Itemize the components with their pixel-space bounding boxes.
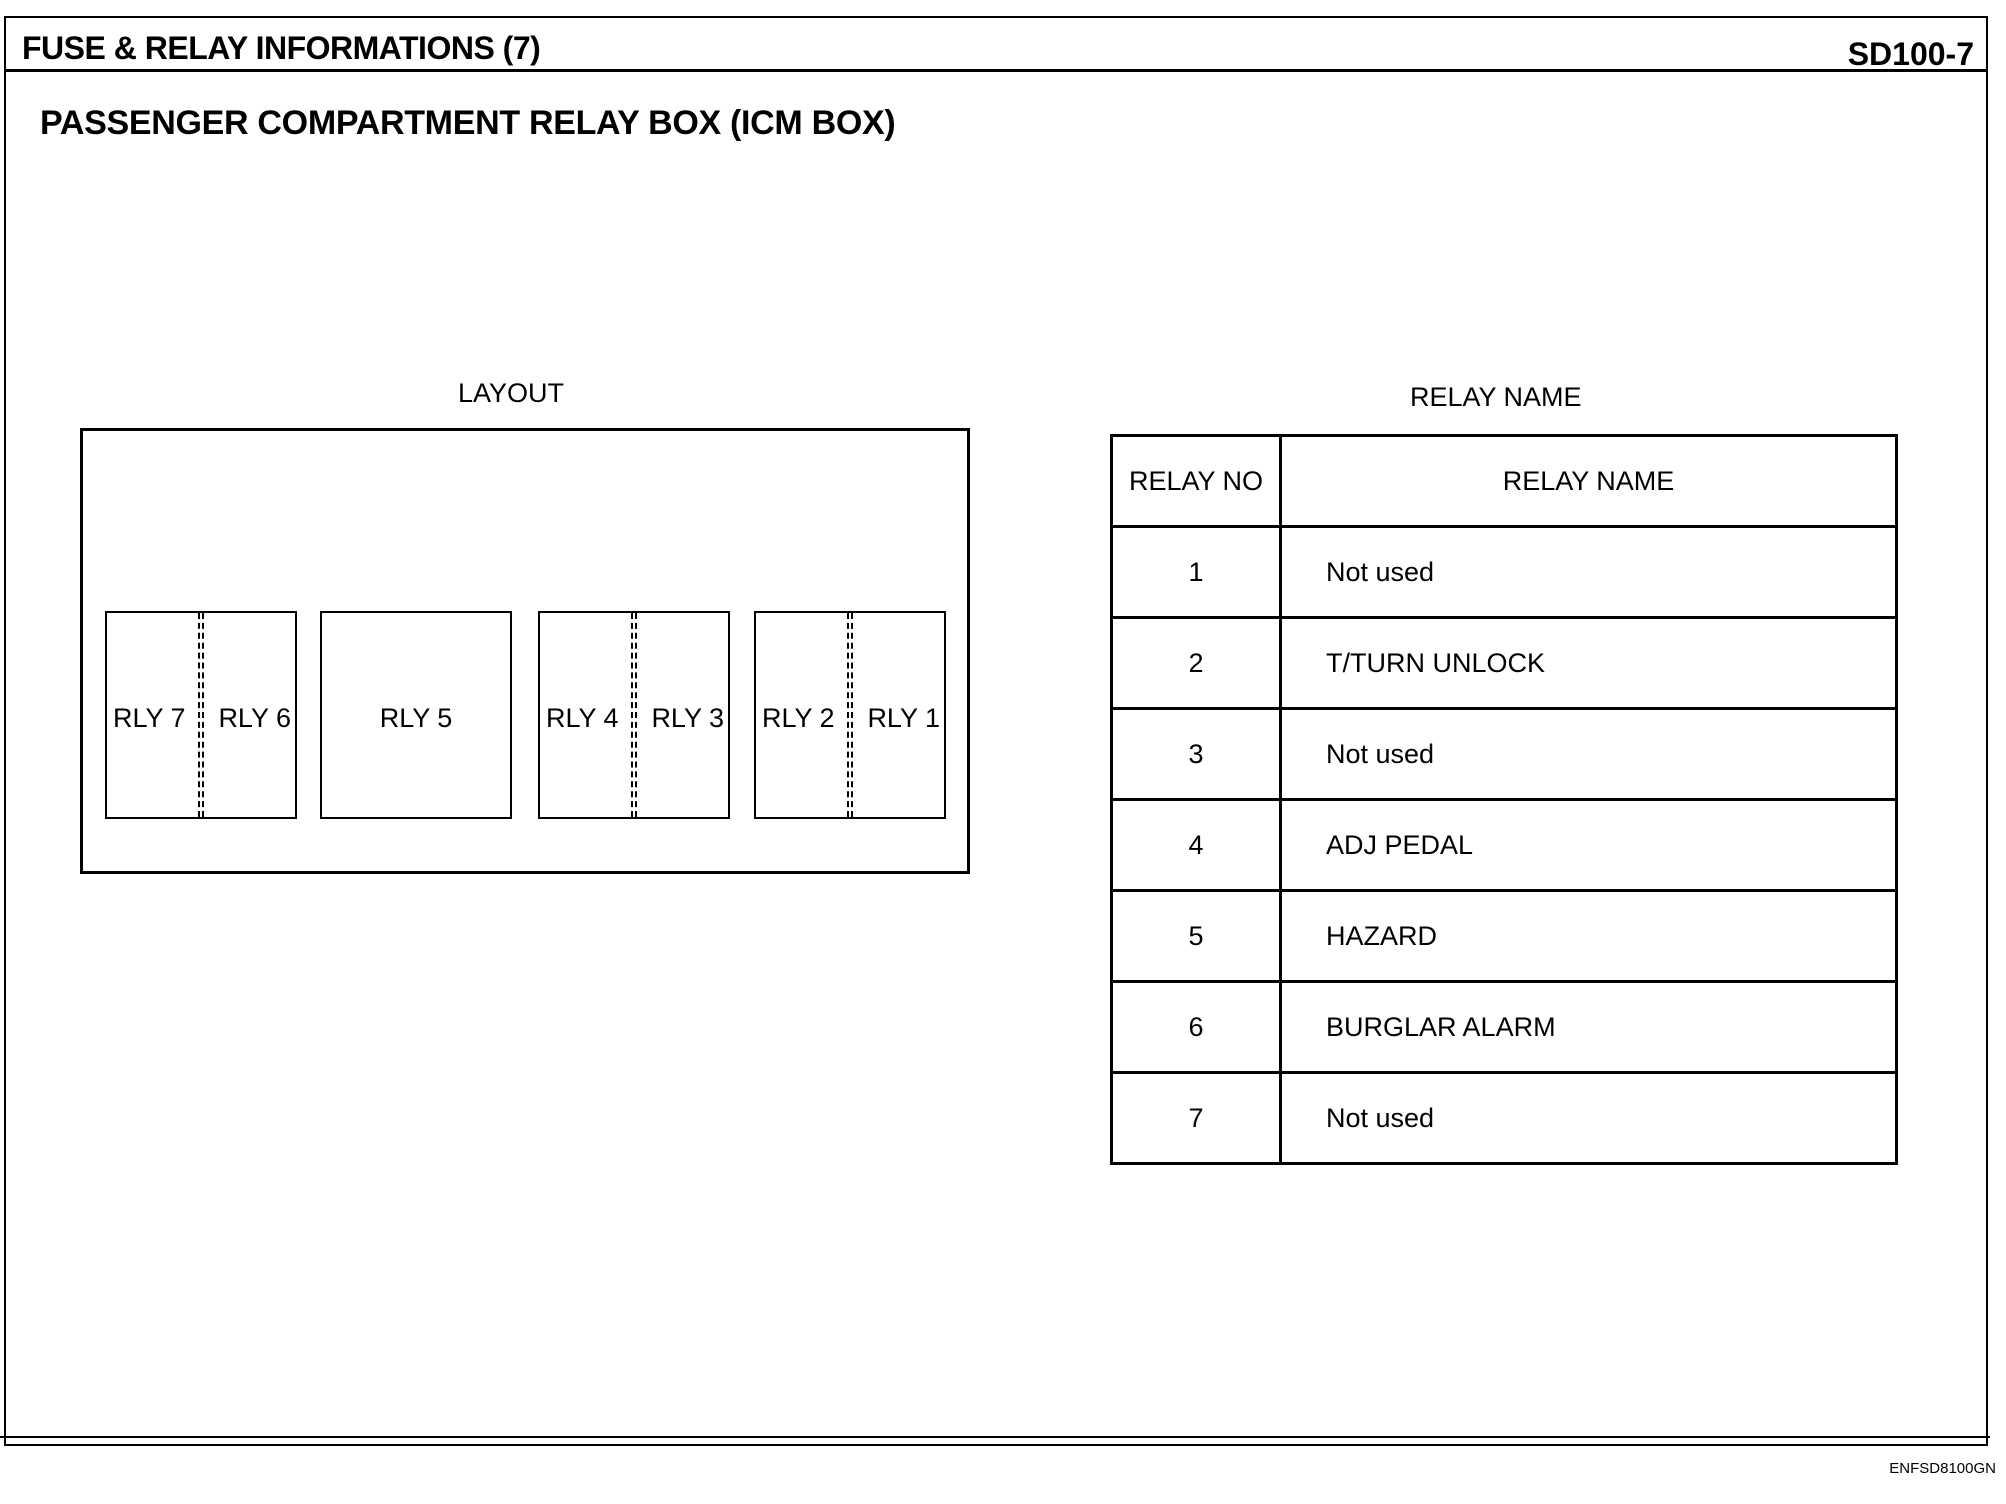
relay-label-3: RLY 3 [651, 703, 724, 733]
relay-block-4-3 [538, 611, 730, 819]
table-row [1112, 891, 1897, 982]
relay-no-cell: 5 [1112, 891, 1281, 982]
relay-box-layout [80, 428, 970, 874]
page-code: SD100-7 [1847, 36, 1974, 72]
relay-name-cell: Not used [1281, 709, 1897, 800]
table-row [1112, 709, 1897, 800]
relay-block-5 [320, 611, 512, 819]
relay-label-4: RLY 4 [546, 703, 619, 733]
relay-label-6: RLY 6 [218, 703, 291, 733]
table-row [1112, 527, 1897, 618]
table-header-row [1112, 436, 1897, 527]
layout-label: LAYOUT [458, 378, 565, 408]
page-title: FUSE & RELAY INFORMATIONS (7) [22, 30, 541, 66]
header-relay-no: RELAY NO [1112, 436, 1281, 527]
relay-no-cell: 2 [1112, 618, 1281, 709]
relay-no-cell: 7 [1112, 1073, 1281, 1164]
relay-name-cell: Not used [1281, 527, 1897, 618]
relay-block-2-1 [754, 611, 946, 819]
relay-label-2: RLY 2 [762, 703, 835, 733]
relay-no-cell: 1 [1112, 527, 1281, 618]
relay-name-table [1110, 434, 1898, 1165]
header-bar [4, 16, 1988, 72]
relay-label-5: RLY 5 [379, 703, 453, 733]
table-row [1112, 800, 1897, 891]
relay-no-cell: 6 [1112, 982, 1281, 1073]
relay-name-cell: BURGLAR ALARM [1281, 982, 1897, 1073]
relay-label-7: RLY 7 [113, 703, 186, 733]
relay-name-label: RELAY NAME [1410, 382, 1582, 412]
relay-label-1: RLY 1 [867, 703, 940, 733]
table-row [1112, 618, 1897, 709]
relay-name-cell: T/TURN UNLOCK [1281, 618, 1897, 709]
relay-name-cell: HAZARD [1281, 891, 1897, 982]
relay-name-cell: Not used [1281, 1073, 1897, 1164]
relay-name-cell: ADJ PEDAL [1281, 800, 1897, 891]
relay-divider [631, 613, 637, 817]
relay-divider [198, 613, 204, 817]
footer-code: ENFSD8100GN [1889, 1460, 1996, 1477]
table-row [1112, 982, 1897, 1073]
footer-divider [0, 1436, 1990, 1438]
section-title: PASSENGER COMPARTMENT RELAY BOX (ICM BOX) [40, 104, 896, 142]
relay-block-7-6 [105, 611, 297, 819]
table-row [1112, 1073, 1897, 1164]
header-relay-name: RELAY NAME [1281, 436, 1897, 527]
relay-no-cell: 3 [1112, 709, 1281, 800]
relay-no-cell: 4 [1112, 800, 1281, 891]
relay-divider [847, 613, 853, 817]
